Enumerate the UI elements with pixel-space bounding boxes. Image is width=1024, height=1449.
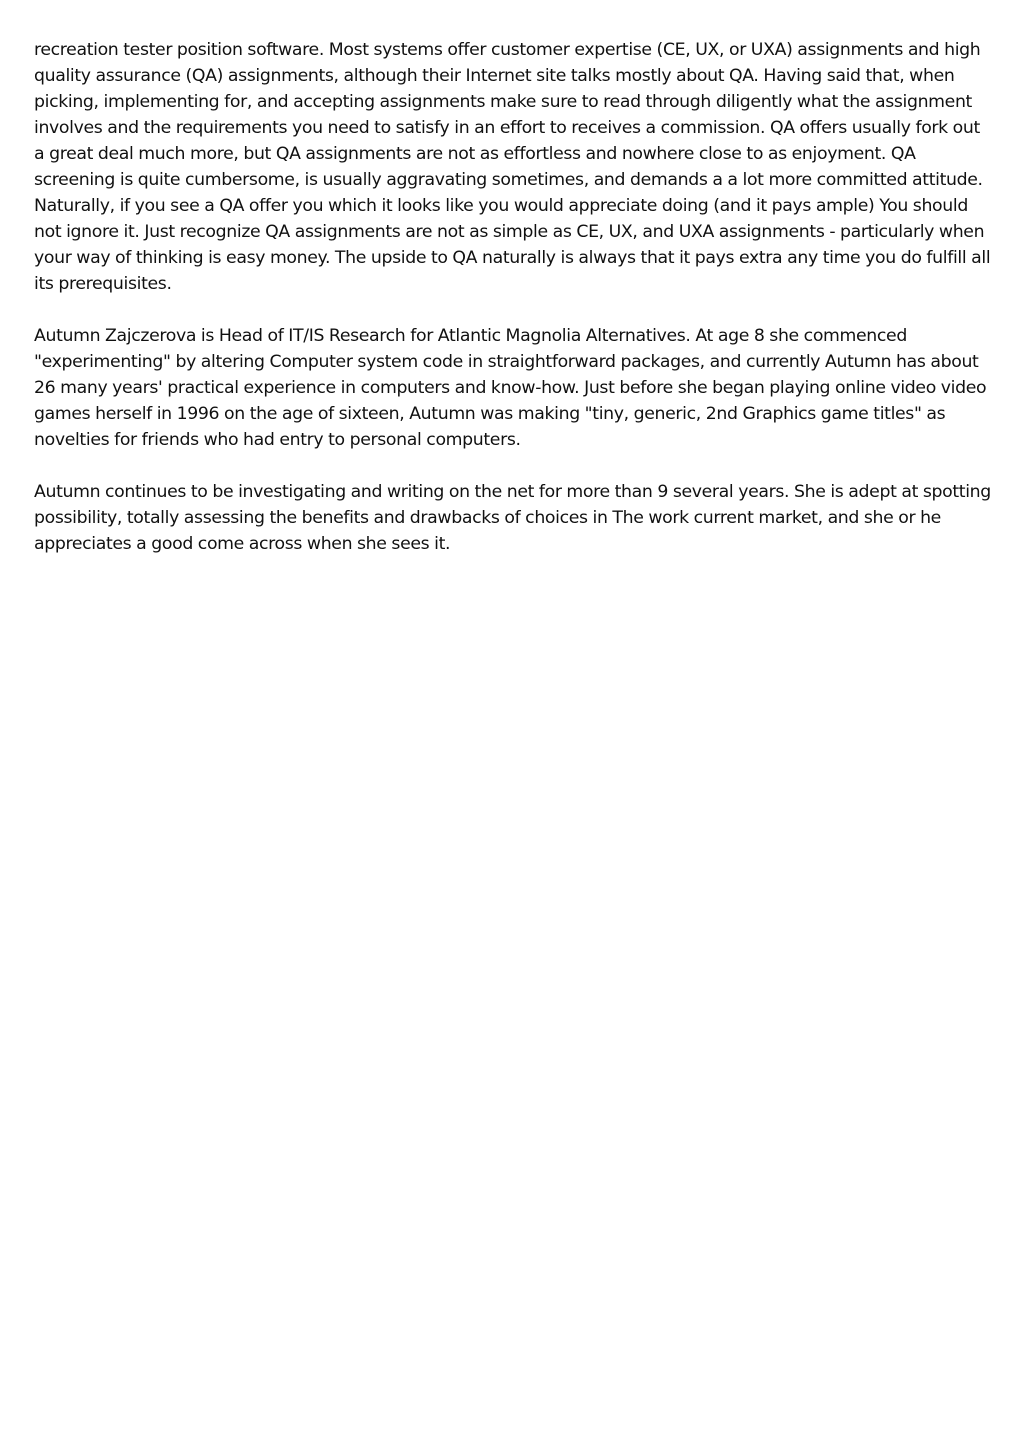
paragraph-author-bio: Autumn Zajczerova is Head of IT/IS Research for Atlantic Magnolia Alternatives. At age 8 she commenced "experimenting" by altering Computer system code in straightforward packages, and currently Autumn has about 26 many years' practical experience in computers and know-how. Just before she began playing online video video games herself in 1996 on the age of sixteen, Autumn was making "tiny, generic, 2nd Graphics game titles" as novelties for friends who had entry to personal computers. — [34, 326, 987, 450]
paragraph-qa-assignments: recreation tester position software. Most systems offer customer expertise (CE, UX, or UXA) assignments and high quality assurance (QA) assignments, although their Internet site talks mostly about QA. Having said that, when picking, implementing for, and accepting assignments make sure to read through diligently what the assignment involves and the requirements you need to satisfy in an effort to receives a commission. QA offers usually fork out a great deal much more, but QA assignments are not as effortless and nowhere close to as enjoyment. QA screening is quite cumbersome, is usually aggravating sometimes, and demands a a lot more committed attitude. Naturally, if you see a QA offer you which it looks like you would appreciate doing (and it pays ample) You should not ignore it. Just recognize QA assignments are not as simple as CE, UX, and UXA assignments - particularly when your way of thinking is easy money. The upside to QA naturally is always that it pays extra any time you do fulfill all its prerequisites. — [34, 40, 991, 294]
document-body — [34, 37, 994, 583]
paragraph-author-experience: Autumn continues to be investigating and writing on the net for more than 9 several years. She is adept at spotting possibility, totally assessing the benefits and drawbacks of choices in The work current market, and she or he appreciates a good come across when she sees it. — [34, 482, 991, 554]
